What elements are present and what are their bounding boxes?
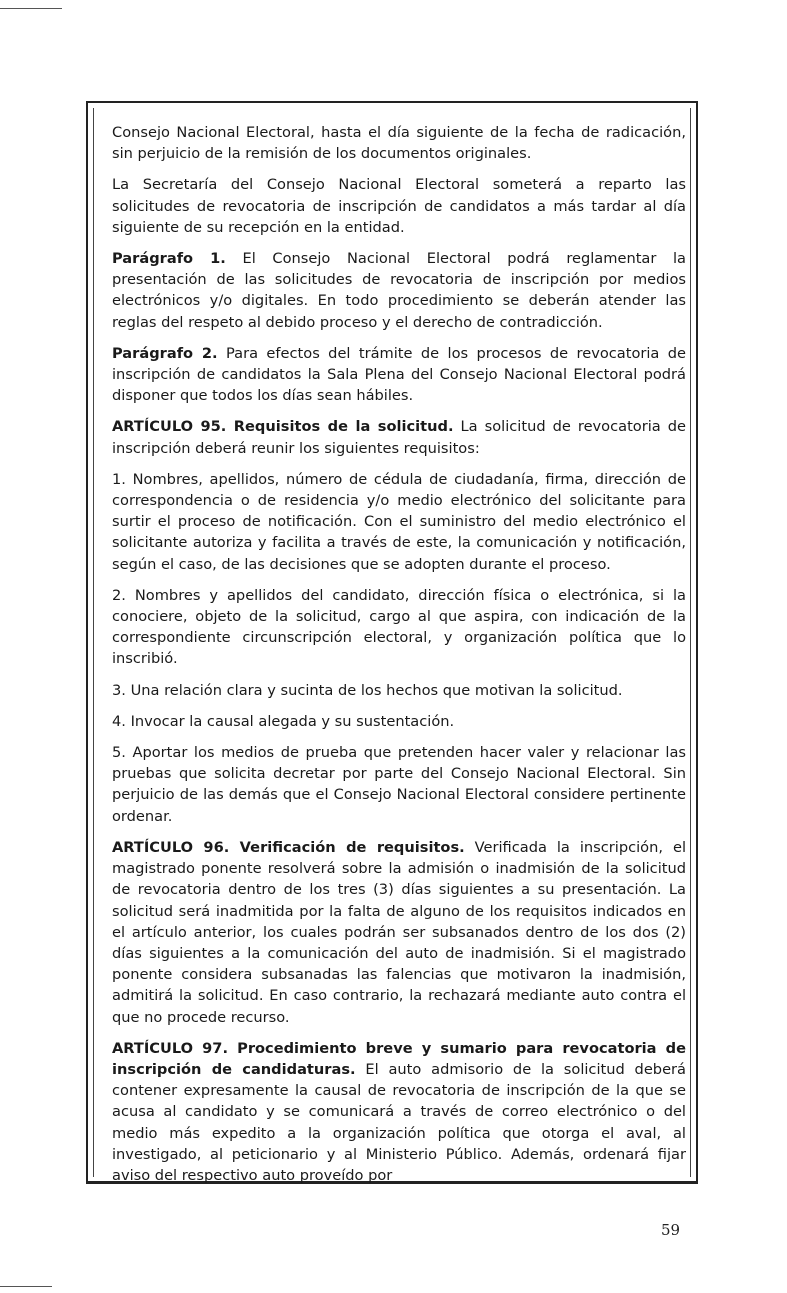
page-number: 59 [661, 1221, 681, 1239]
article-heading: ARTÍCULO 97. Procedimiento breve y sumario para revocatoria de inscripción de candidaturas. [112, 1039, 686, 1078]
requirement-item-3 [112, 680, 686, 701]
paragraph-paragrafo-1 [112, 248, 686, 333]
article-heading: ARTÍCULO 95. Requisitos de la solicitud. [112, 418, 454, 436]
paragraph-text: 3. Una relación clara y sucinta de los hechos que motivan la solicitud. [112, 681, 623, 699]
paragraph-text: 4. Invocar la causal alegada y su sustentación. [112, 712, 455, 730]
paragraph-continuation [112, 122, 686, 164]
paragraph-text: 5. Aportar los medios de prueba que pretenden hacer valer y relacionar las pruebas que solicita decretar por parte del Consejo Nacional Electoral. Sin perjuicio de las demás que el Consejo Nacional Electoral considere pertinente ordenar. [112, 744, 686, 825]
paragraph-lead: Parágrafo 2. [112, 344, 218, 362]
paragraph-text: Para efectos del trámite de los procesos de revocatoria de inscripción de candidatos la Sala Plena del Consejo Nacional Electoral podrá disponer que todos los días sean hábiles. [112, 344, 687, 405]
paragraph-lead: Parágrafo 1. [112, 250, 226, 268]
paragraph-text: 2. Nombres y apellidos del candidato, dirección física o electrónica, si la conociere, objeto de la solicitud, cargo al que aspira, con indicación de la correspondiente circunscripción electoral, y organización política que lo inscribió. [112, 586, 686, 668]
paragraph-text: Verificada la inscripción, el magistrado ponente resolverá sobre la admisión o inadmisión de la solicitud de revocatoria dentro de los tres (3) días siguientes a su presentación. La solicitud será inadmitida por la falta de alguno de los requisitos indicados en el artículo anterior, los cuales podrán ser subsanados dentro de los dos (2) días siguientes a la comunicación del auto de inadmisión. Si el magistrado ponente considera subsanadas las falencias que motivaron la inadmisión, admitirá la solicitud. En caso contrario, la rechazará mediante auto contra el que no procede recurso. [112, 838, 686, 1026]
paragraph-text: La Secretaría del Consejo Nacional Electoral someterá a reparto las solicitudes de revocatoria de inscripción de candidatos a más tardar al día siguiente de su recepción en la entidad. [112, 176, 686, 236]
paragraph-text: Consejo Nacional Electoral, hasta el día siguiente de la fecha de radicación, sin perjuicio de la remisión de los documentos originales. [112, 124, 686, 163]
paragraph-text: El auto admisorio de la solicitud deberá contener expresamente la causal de revocatoria de inscripción de la que se acusa al candidato y se comunicará a través de correo electrónico o del medio más expedito a la organización política que otorga el aval, al investigado, al peticionario y al Ministerio Público. Además, ordenará fijar aviso del respectivo auto proveído por [112, 1060, 686, 1184]
paragraph-paragrafo-2 [112, 343, 686, 407]
document-body [112, 122, 686, 1196]
scan-edge-mark-bottom [0, 1286, 52, 1287]
requirement-item-1 [112, 469, 686, 575]
requirement-item-4 [112, 711, 686, 732]
requirement-item-5 [112, 742, 686, 827]
article-96 [112, 837, 686, 1028]
paragraph-text: El Consejo Nacional Electoral podrá reglamentar la presentación de las solicitudes de revocatoria de inscripción por medios electrónicos y/o digitales. En todo procedimiento se deberán atender las reglas del respeto al debido proceso y el derecho de contradicción. [112, 250, 686, 331]
article-95 [112, 416, 686, 458]
paragraph-text: 1. Nombres, apellidos, número de cédula de ciudadanía, firma, dirección de correspondencia o de residencia y/o medio electrónico del solicitante para surtir el proceso de notificación. Con el suministro del medio electrónico el solicitante autoriza y facilita a través de este, la comunicación y notificación, según el caso, de las decisiones que se adopten durante el proceso. [112, 470, 686, 573]
article-97 [112, 1038, 686, 1186]
requirement-item-2 [112, 585, 686, 670]
scan-edge-mark-top [0, 8, 62, 9]
article-heading: ARTÍCULO 96. Verificación de requisitos. [112, 838, 465, 856]
paragraph-secretaria [112, 174, 686, 238]
paragraph-text: La solicitud de revocatoria de inscripción deberá reunir los siguientes requisitos: [112, 418, 686, 457]
